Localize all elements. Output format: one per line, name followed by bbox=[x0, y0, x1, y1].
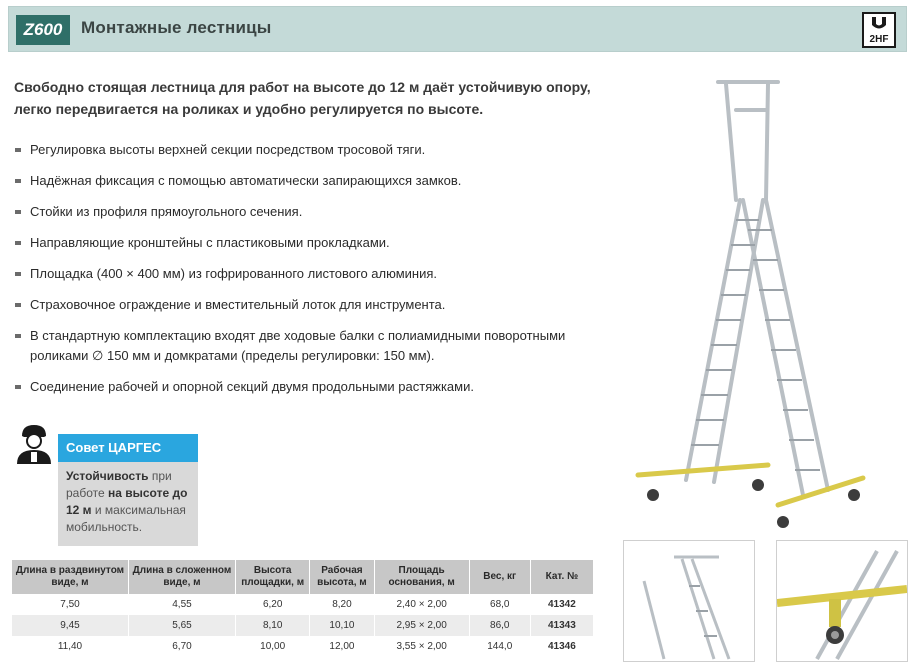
table-cell: 2,40 × 2,00 bbox=[374, 594, 469, 615]
list-item bbox=[14, 140, 614, 160]
table-row bbox=[12, 615, 594, 636]
column-header: Вес, кг bbox=[469, 560, 530, 594]
table-cell: 9,45 bbox=[12, 615, 128, 636]
advice-emphasis: Устойчивость bbox=[66, 469, 149, 483]
list-item bbox=[14, 171, 614, 191]
page-title: Монтажные лестницы bbox=[81, 18, 272, 37]
feature-text: Направляющие кронштейны с пластиковыми прокладками. bbox=[30, 235, 390, 250]
bullet-icon bbox=[15, 303, 21, 307]
table-cell: 12,00 bbox=[310, 636, 374, 657]
intro-text: Свободно стоящая лестница для работ на высоте до 12 м даёт устойчивую опору, легко передвигается на роликах и удобно регулируется по высоте. bbox=[14, 79, 591, 117]
thumbnail-platform[interactable] bbox=[623, 540, 755, 662]
catalog-number-cell: 41346 bbox=[530, 636, 593, 657]
feature-text: Регулировка высоты верхней секции посредством тросовой тяги. bbox=[30, 142, 426, 157]
bullet-icon bbox=[15, 148, 21, 152]
shield-icon bbox=[864, 15, 894, 35]
advice-text bbox=[58, 462, 198, 546]
feature-text: Страховочное ограждение и вместительный лоток для инструмента. bbox=[30, 297, 446, 312]
bullet-icon bbox=[15, 334, 21, 338]
thumbnail-wheels[interactable] bbox=[776, 540, 908, 662]
thumbnail-platform-image bbox=[624, 541, 754, 661]
advice-text-part: и максимальная мобильность. bbox=[66, 503, 186, 534]
table-header-row bbox=[12, 560, 594, 594]
column-header: Длина в раздвинутом виде, м bbox=[12, 560, 128, 594]
table-cell: 11,40 bbox=[12, 636, 128, 657]
list-item bbox=[14, 377, 614, 397]
column-header: Длина в сложенном виде, м bbox=[128, 560, 235, 594]
table-cell: 5,65 bbox=[128, 615, 235, 636]
list-item bbox=[14, 202, 614, 222]
column-header: Кат. № bbox=[530, 560, 593, 594]
table-cell: 3,55 × 2,00 bbox=[374, 636, 469, 657]
feature-text: Площадка (400 × 400 мм) из гофрированного листового алюминия. bbox=[30, 266, 438, 281]
advice-text-part: при работе bbox=[66, 469, 172, 500]
feature-text: Соединение рабочей и опорной секций двумя продольными растяжками. bbox=[30, 379, 474, 394]
feature-text: Надёжная фиксация с помощью автоматически запирающихся замков. bbox=[30, 173, 462, 188]
ladder-product-image bbox=[618, 70, 908, 530]
column-header: Рабочая высота, м bbox=[310, 560, 374, 594]
table-cell: 10,00 bbox=[235, 636, 309, 657]
table-cell: 4,55 bbox=[128, 594, 235, 615]
table-cell: 6,20 bbox=[235, 594, 309, 615]
list-item bbox=[14, 264, 614, 284]
list-item bbox=[14, 326, 614, 366]
spec-table bbox=[12, 560, 594, 657]
header-band bbox=[8, 6, 907, 52]
bullet-icon bbox=[15, 272, 21, 276]
table-cell: 7,50 bbox=[12, 594, 128, 615]
table-cell: 68,0 bbox=[469, 594, 530, 615]
table-cell: 6,70 bbox=[128, 636, 235, 657]
feature-text: В стандартную комплектацию входят две ходовые балки с полиамидными поворотными роликами ∅ 150 мм и домкратами (пределы регулировки: 150 мм). bbox=[30, 328, 566, 363]
table-cell: 8,20 bbox=[310, 594, 374, 615]
table-cell: 8,10 bbox=[235, 615, 309, 636]
brand-logo bbox=[862, 12, 896, 48]
bullet-icon bbox=[15, 210, 21, 214]
bullet-icon bbox=[15, 179, 21, 183]
advice-emphasis: на высоте до 12 м bbox=[66, 486, 188, 517]
bullet-icon bbox=[15, 241, 21, 245]
table-cell: 2,95 × 2,00 bbox=[374, 615, 469, 636]
thumbnail-wheels-image bbox=[777, 541, 907, 661]
catalog-number-cell: 41342 bbox=[530, 594, 593, 615]
product-code-badge: Z600 bbox=[16, 15, 70, 45]
advice-title: Совет ЦАРГЕС bbox=[58, 434, 198, 462]
table-row bbox=[12, 594, 594, 615]
feature-text: Стойки из профиля прямоугольного сечения. bbox=[30, 204, 303, 219]
column-header: Площадь основания, м bbox=[374, 560, 469, 594]
brand-logo-text: 2HF bbox=[869, 34, 889, 45]
table-cell: 144,0 bbox=[469, 636, 530, 657]
table-cell: 86,0 bbox=[469, 615, 530, 636]
table-cell: 10,10 bbox=[310, 615, 374, 636]
list-item bbox=[14, 295, 614, 315]
bullet-icon bbox=[15, 385, 21, 389]
column-header: Высота площадки, м bbox=[235, 560, 309, 594]
list-item bbox=[14, 233, 614, 253]
catalog-number-cell: 41343 bbox=[530, 615, 593, 636]
table-row bbox=[12, 636, 594, 657]
feature-list bbox=[14, 140, 614, 408]
worker-avatar-icon bbox=[14, 422, 54, 464]
